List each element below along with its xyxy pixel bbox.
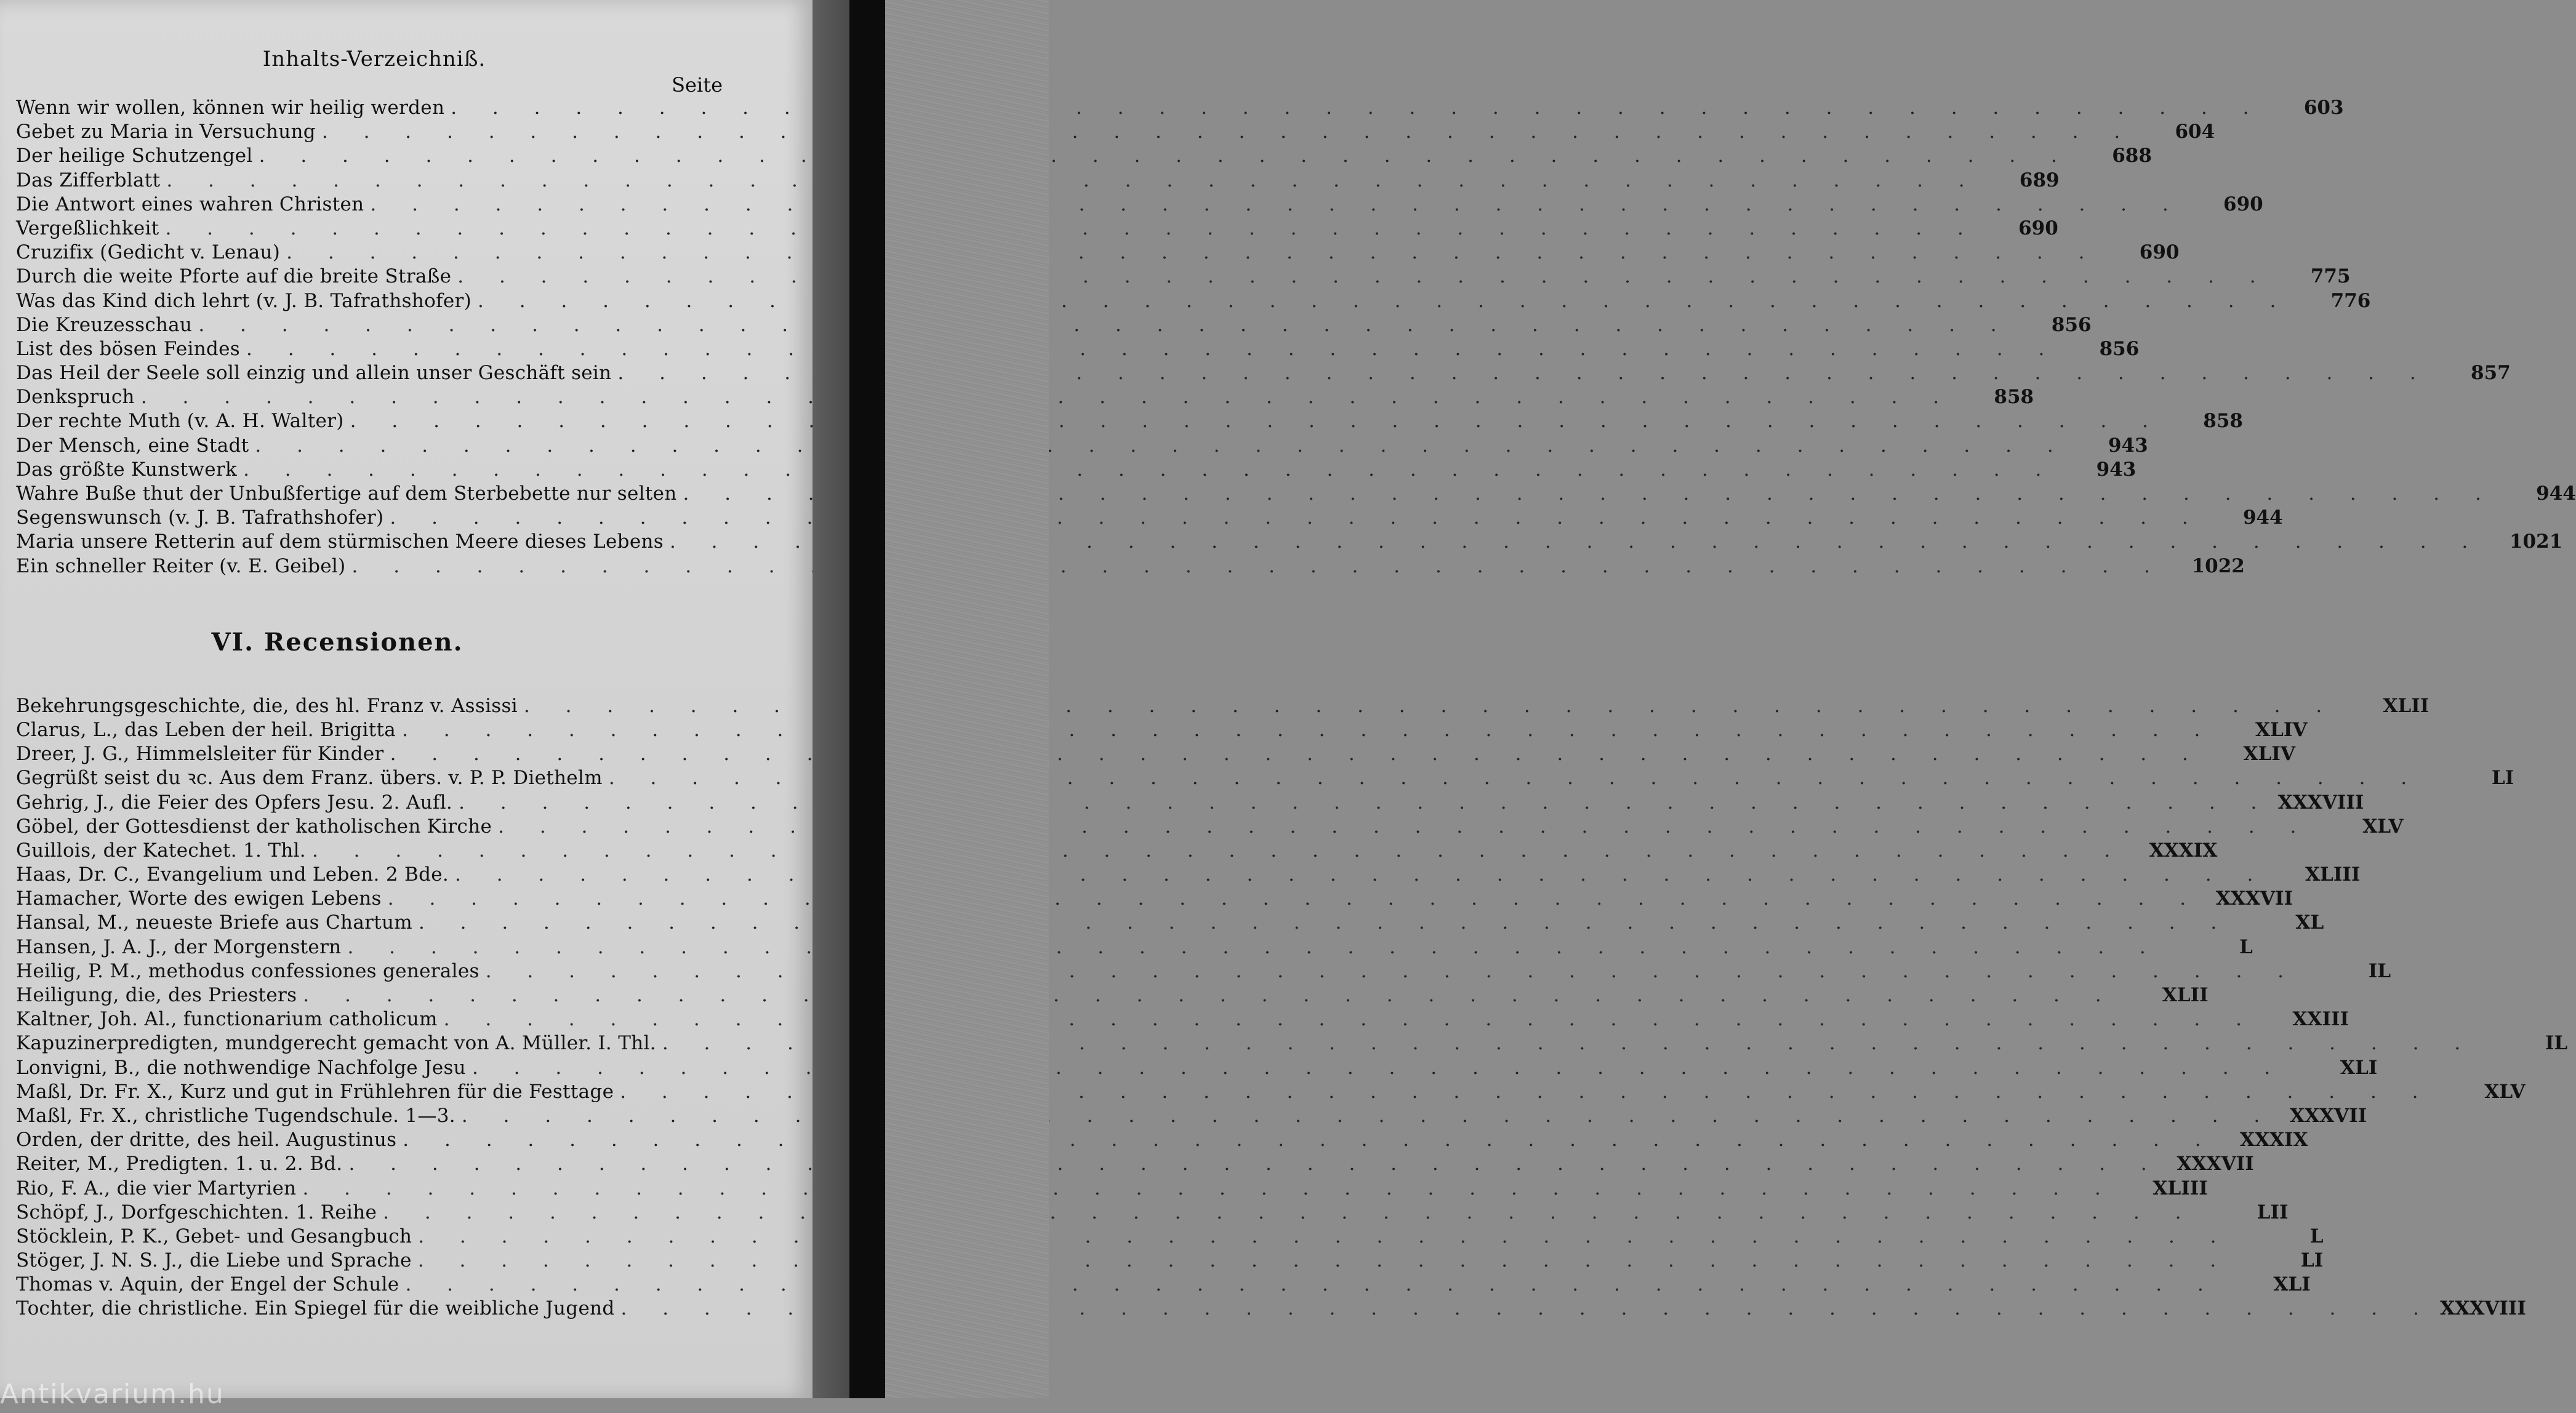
entry-title: Der heilige Schutzengel: [16, 145, 253, 167]
entry-title: Heilig, P. M., methodus confessiones generales: [16, 959, 479, 982]
toc-entry: [16, 506, 2283, 530]
toc-entry: [16, 289, 2371, 313]
toc-entry: [16, 766, 2514, 790]
entry-page-number: XLIII: [2305, 863, 2361, 886]
contents-list-recensionen: [16, 694, 2568, 1321]
contents-list-section-v: [16, 96, 2576, 578]
leader-dots: [243, 458, 2056, 482]
entry-title: Denkspruch: [16, 386, 135, 409]
leader-dots: [166, 169, 1979, 193]
leader-dots: [322, 120, 2135, 144]
entry-page-number: XLIII: [2153, 1177, 2208, 1199]
toc-entry: [16, 1056, 2378, 1080]
entry-title: Wahre Buße thut der Unbußfertige auf dem Sterbebette nur selten: [16, 482, 677, 505]
leader-dots: [312, 839, 2125, 863]
toc-entry: [16, 1201, 2289, 1225]
toc-entry: [16, 1007, 2349, 1031]
leader-dots: [498, 815, 2311, 839]
entry-title: Ein schneller Reiter (v. E. Geibel): [16, 554, 346, 577]
entry-title: Hamacher, Worte des ewigen Lebens: [16, 887, 382, 910]
toc-entry: [16, 935, 2253, 959]
toc-entry: [16, 718, 2308, 742]
leader-dots: [352, 554, 2165, 578]
toc-entry: [16, 1273, 2311, 1297]
entry-page-number: XXXVIII: [2277, 791, 2364, 814]
entry-page-number: 688: [2112, 145, 2152, 167]
entry-page-number: 858: [2203, 410, 2243, 433]
entry-title: Haas, Dr. C., Evangelium und Leben. 2 Bde.: [16, 863, 449, 886]
entry-title: Rio, F. A., die vier Martyrien: [16, 1177, 297, 1199]
entry-page-number: 776: [2330, 289, 2371, 312]
toc-entry: [16, 193, 2263, 217]
leader-dots: [350, 409, 2163, 433]
entry-title: Das Heil der Seele soll einzig und allein unser Geschäft sein: [16, 362, 612, 385]
entry-page-number: 858: [1994, 386, 2034, 409]
entry-title: Guillois, der Katechet. 1. Thl.: [16, 839, 306, 862]
entry-page-number: 1022: [2191, 554, 2245, 577]
leader-dots: [405, 1273, 2218, 1297]
entry-title: Durch die weite Pforte auf die breite Straße: [16, 265, 452, 288]
entry-page-number: XXXIX: [2149, 839, 2218, 862]
toc-entry: [16, 265, 2351, 289]
entry-title: Maßl, Fr. X., christliche Tugendschule. 1—3.: [16, 1104, 455, 1127]
entry-page-number: 856: [2051, 313, 2092, 336]
entry-page-number: XL: [2295, 911, 2324, 934]
toc-entry: [16, 169, 2060, 193]
leader-dots: [403, 1128, 2215, 1152]
entry-page-number: 944: [2242, 506, 2283, 529]
entry-title: Maßl, Dr. Fr. X., Kurz und gut in Frühlehren für die Festtage: [16, 1080, 614, 1103]
entry-title: Der Mensch, eine Stadt: [16, 434, 249, 457]
toc-entry: [16, 742, 2295, 766]
toc-entry: [16, 434, 2148, 458]
leader-dots: [390, 742, 2203, 766]
entry-page-number: 1021: [2509, 530, 2563, 553]
leader-dots: [459, 791, 2271, 815]
entry-page-number: 944: [2536, 482, 2576, 505]
entry-page-number: XLII: [2162, 984, 2209, 1006]
entry-page-number: 689: [2019, 169, 2060, 191]
entry-page-number: XXXVII: [2215, 887, 2293, 910]
entry-page-number: IL: [2545, 1032, 2568, 1055]
toc-entry: [16, 361, 2511, 385]
entry-title: Stöcklein, P. K., Gebet- und Gesangbuch: [16, 1225, 412, 1247]
entry-title: Bekehrungsgeschichte, die, des hl. Franz v. Assissi: [16, 694, 518, 717]
toc-entry: [16, 482, 2576, 506]
leader-dots: [302, 1177, 2115, 1201]
entry-title: Göbel, der Gottesdienst der katholischen Kirche: [16, 815, 492, 838]
entry-page-number: LI: [2300, 1249, 2324, 1272]
entry-title: Kapuzinerpredigten, mundgerecht gemacht von A. Müller. I. Thl.: [16, 1032, 656, 1055]
leader-dots: [286, 241, 2099, 265]
entry-page-number: XLI: [2273, 1273, 2311, 1296]
toc-entry: [16, 1080, 2526, 1104]
toc-entry: [16, 144, 2152, 168]
entry-page-number: L: [2309, 1225, 2324, 1247]
entry-page-number: XLI: [2340, 1056, 2378, 1079]
leader-dots: [457, 265, 2270, 289]
entry-title: Die Kreuzesschau: [16, 313, 193, 336]
book-binding: [849, 0, 885, 1398]
toc-entry: [16, 1249, 2324, 1273]
entry-title: Gehrig, J., die Feier des Opfers Jesu. 2. Aufl.: [16, 791, 453, 814]
toc-entry: [16, 911, 2324, 935]
entry-page-number: XLIV: [2255, 718, 2308, 741]
entry-title: Wenn wir wollen, können wir heilig werden: [16, 97, 445, 119]
leader-dots: [255, 434, 2068, 458]
leader-dots: [198, 313, 2011, 337]
leader-dots: [347, 935, 2160, 959]
entry-title: Das größte Kunstwerk: [16, 458, 238, 481]
page-content: [16, 44, 2576, 1321]
entry-page-number: XXXVII: [2290, 1104, 2367, 1127]
leader-dots: [383, 1201, 2196, 1225]
entry-title: Gegrüßt seist du ꝛc. Aus dem Franz. übers. v. P. P. Diethelm: [16, 767, 603, 790]
entry-page-number: 943: [2108, 434, 2148, 457]
toc-entry: [16, 815, 2404, 839]
toc-entry: [16, 217, 2058, 241]
entry-title: Heiligung, die, des Priesters: [16, 984, 297, 1006]
leader-dots: [370, 193, 2183, 217]
toc-entry: [16, 409, 2243, 433]
entry-title: Kaltner, Joh. Al., functionarium catholicum: [16, 1008, 438, 1031]
entry-page-number: XXIII: [2292, 1008, 2349, 1031]
leader-dots: [390, 506, 2202, 530]
background-surface: [885, 0, 1049, 1398]
toc-entry: [16, 694, 2430, 718]
watermark: Antikvarium.hu: [0, 1379, 225, 1410]
entry-page-number: L: [2239, 935, 2253, 958]
toc-entry: [16, 839, 2218, 863]
leader-dots: [451, 96, 2263, 120]
leader-dots: [419, 911, 2231, 935]
entry-page-number: 690: [2223, 193, 2263, 215]
toc-entry: [16, 1031, 2568, 1055]
entry-page-number: 857: [2471, 362, 2511, 385]
entry-title: Das Zifferblatt: [16, 169, 161, 191]
leader-dots: [259, 144, 2072, 168]
leader-dots: [444, 1007, 2257, 1031]
toc-entry: [16, 313, 2092, 337]
toc-entry: [16, 241, 2180, 265]
page-edge-shadow: [813, 0, 849, 1398]
leader-dots: [486, 959, 2298, 983]
leader-dots: [303, 983, 2116, 1007]
leader-dots: [418, 1225, 2231, 1249]
leader-dots: [246, 337, 2059, 361]
toc-entry: [16, 554, 2245, 578]
entry-page-number: XLIV: [2243, 743, 2295, 766]
entry-title: Gebet zu Maria in Versuchung: [16, 121, 316, 143]
entry-page-number: 943: [2096, 458, 2137, 481]
entry-page-number: XXXIX: [2239, 1129, 2308, 1151]
running-head: Inhalts-Verzeichniß.: [262, 47, 486, 71]
toc-entry: [16, 1225, 2324, 1249]
entry-title: Clarus, L., das Leben der heil. Brigitta: [16, 718, 396, 741]
leader-dots: [478, 289, 2290, 313]
entry-page-number: 775: [2310, 265, 2351, 288]
entry-title: Orden, der dritte, des heil. Augustinus: [16, 1129, 397, 1151]
toc-entry: [16, 96, 2344, 120]
leader-dots: [455, 863, 2268, 887]
entry-title: Die Antwort eines wahren Christen: [16, 193, 364, 215]
toc-entry: [16, 530, 2563, 554]
entry-title: Reiter, M., Predigten. 1. u. 2. Bd.: [16, 1153, 343, 1175]
entry-title: Thomas v. Aquin, der Engel der Schule: [16, 1273, 399, 1296]
toc-entry: [16, 120, 2215, 144]
toc-entry: [16, 337, 2140, 361]
entry-page-number: IL: [2368, 959, 2391, 982]
entry-page-number: XLV: [2362, 815, 2404, 838]
entry-title: Schöpf, J., Dorfgeschichten. 1. Reihe: [16, 1201, 377, 1223]
leader-dots: [472, 1056, 2285, 1080]
toc-entry: [16, 791, 2364, 815]
leader-dots: [524, 694, 2337, 718]
toc-entry: [16, 887, 2293, 911]
toc-entry: [16, 1297, 2526, 1321]
entry-page-number: 604: [2175, 121, 2215, 143]
entry-page-number: 690: [2018, 217, 2058, 239]
toc-entry: [16, 458, 2137, 482]
entry-title: Stöger, J. N. S. J., die Liebe und Sprache: [16, 1249, 412, 1272]
toc-entry: [16, 1152, 2254, 1176]
entry-title: Maria unsere Retterin auf dem stürmischen Meere dieses Lebens: [16, 530, 664, 553]
entry-title: Vergeßlichkeit: [16, 217, 159, 239]
leader-dots: [418, 1249, 2231, 1273]
toc-entry: [16, 863, 2361, 887]
leader-dots: [165, 217, 1978, 241]
entry-title: Lonvigni, B., die nothwendige Nachfolge Jesu: [16, 1056, 466, 1079]
entry-page-number: LI: [2491, 767, 2514, 790]
entry-page-number: XXXVII: [2177, 1153, 2254, 1175]
toc-entry: [16, 983, 2209, 1007]
entry-page-number: 690: [2139, 241, 2180, 264]
toc-entry: [16, 385, 2034, 409]
leader-dots: [388, 887, 2201, 911]
entry-title: Cruzifix (Gedicht v. Lenau): [16, 241, 281, 264]
entry-title: Segenswunsch (v. J. B. Tafrathshofer): [16, 506, 384, 529]
entry-title: Hansen, J. A. J., der Morgenstern: [16, 935, 342, 958]
seite-label: Seite: [672, 73, 723, 97]
entry-page-number: 856: [2099, 337, 2140, 360]
leader-dots: [462, 1104, 2274, 1128]
entry-page-number: LII: [2257, 1201, 2289, 1223]
entry-title: Hansal, M., neueste Briefe aus Chartum: [16, 911, 412, 934]
entry-page-number: XLV: [2484, 1080, 2526, 1103]
entry-title: Tochter, die christliche. Ein Spiegel für die weibliche Jugend: [16, 1297, 615, 1320]
leader-dots: [402, 718, 2215, 742]
entry-page-number: XLII: [2383, 694, 2430, 717]
toc-entry: [16, 1104, 2367, 1128]
entry-page-number: XXXVIII: [2440, 1297, 2526, 1320]
toc-entry: [16, 1177, 2208, 1201]
entry-page-number: 603: [2303, 97, 2344, 119]
entry-title: Dreer, J. G., Himmelsleiter für Kinder: [16, 743, 384, 766]
toc-entry: [16, 959, 2391, 983]
toc-entry: [16, 1128, 2308, 1152]
entry-title: Was das Kind dich lehrt (v. J. B. Tafrathshofer): [16, 289, 472, 312]
entry-title: Der rechte Muth (v. A. H. Walter): [16, 410, 344, 433]
entry-title: List des bösen Feindes: [16, 337, 240, 360]
section-title: VI. Recensionen.: [211, 627, 463, 657]
leader-dots: [348, 1152, 2161, 1176]
